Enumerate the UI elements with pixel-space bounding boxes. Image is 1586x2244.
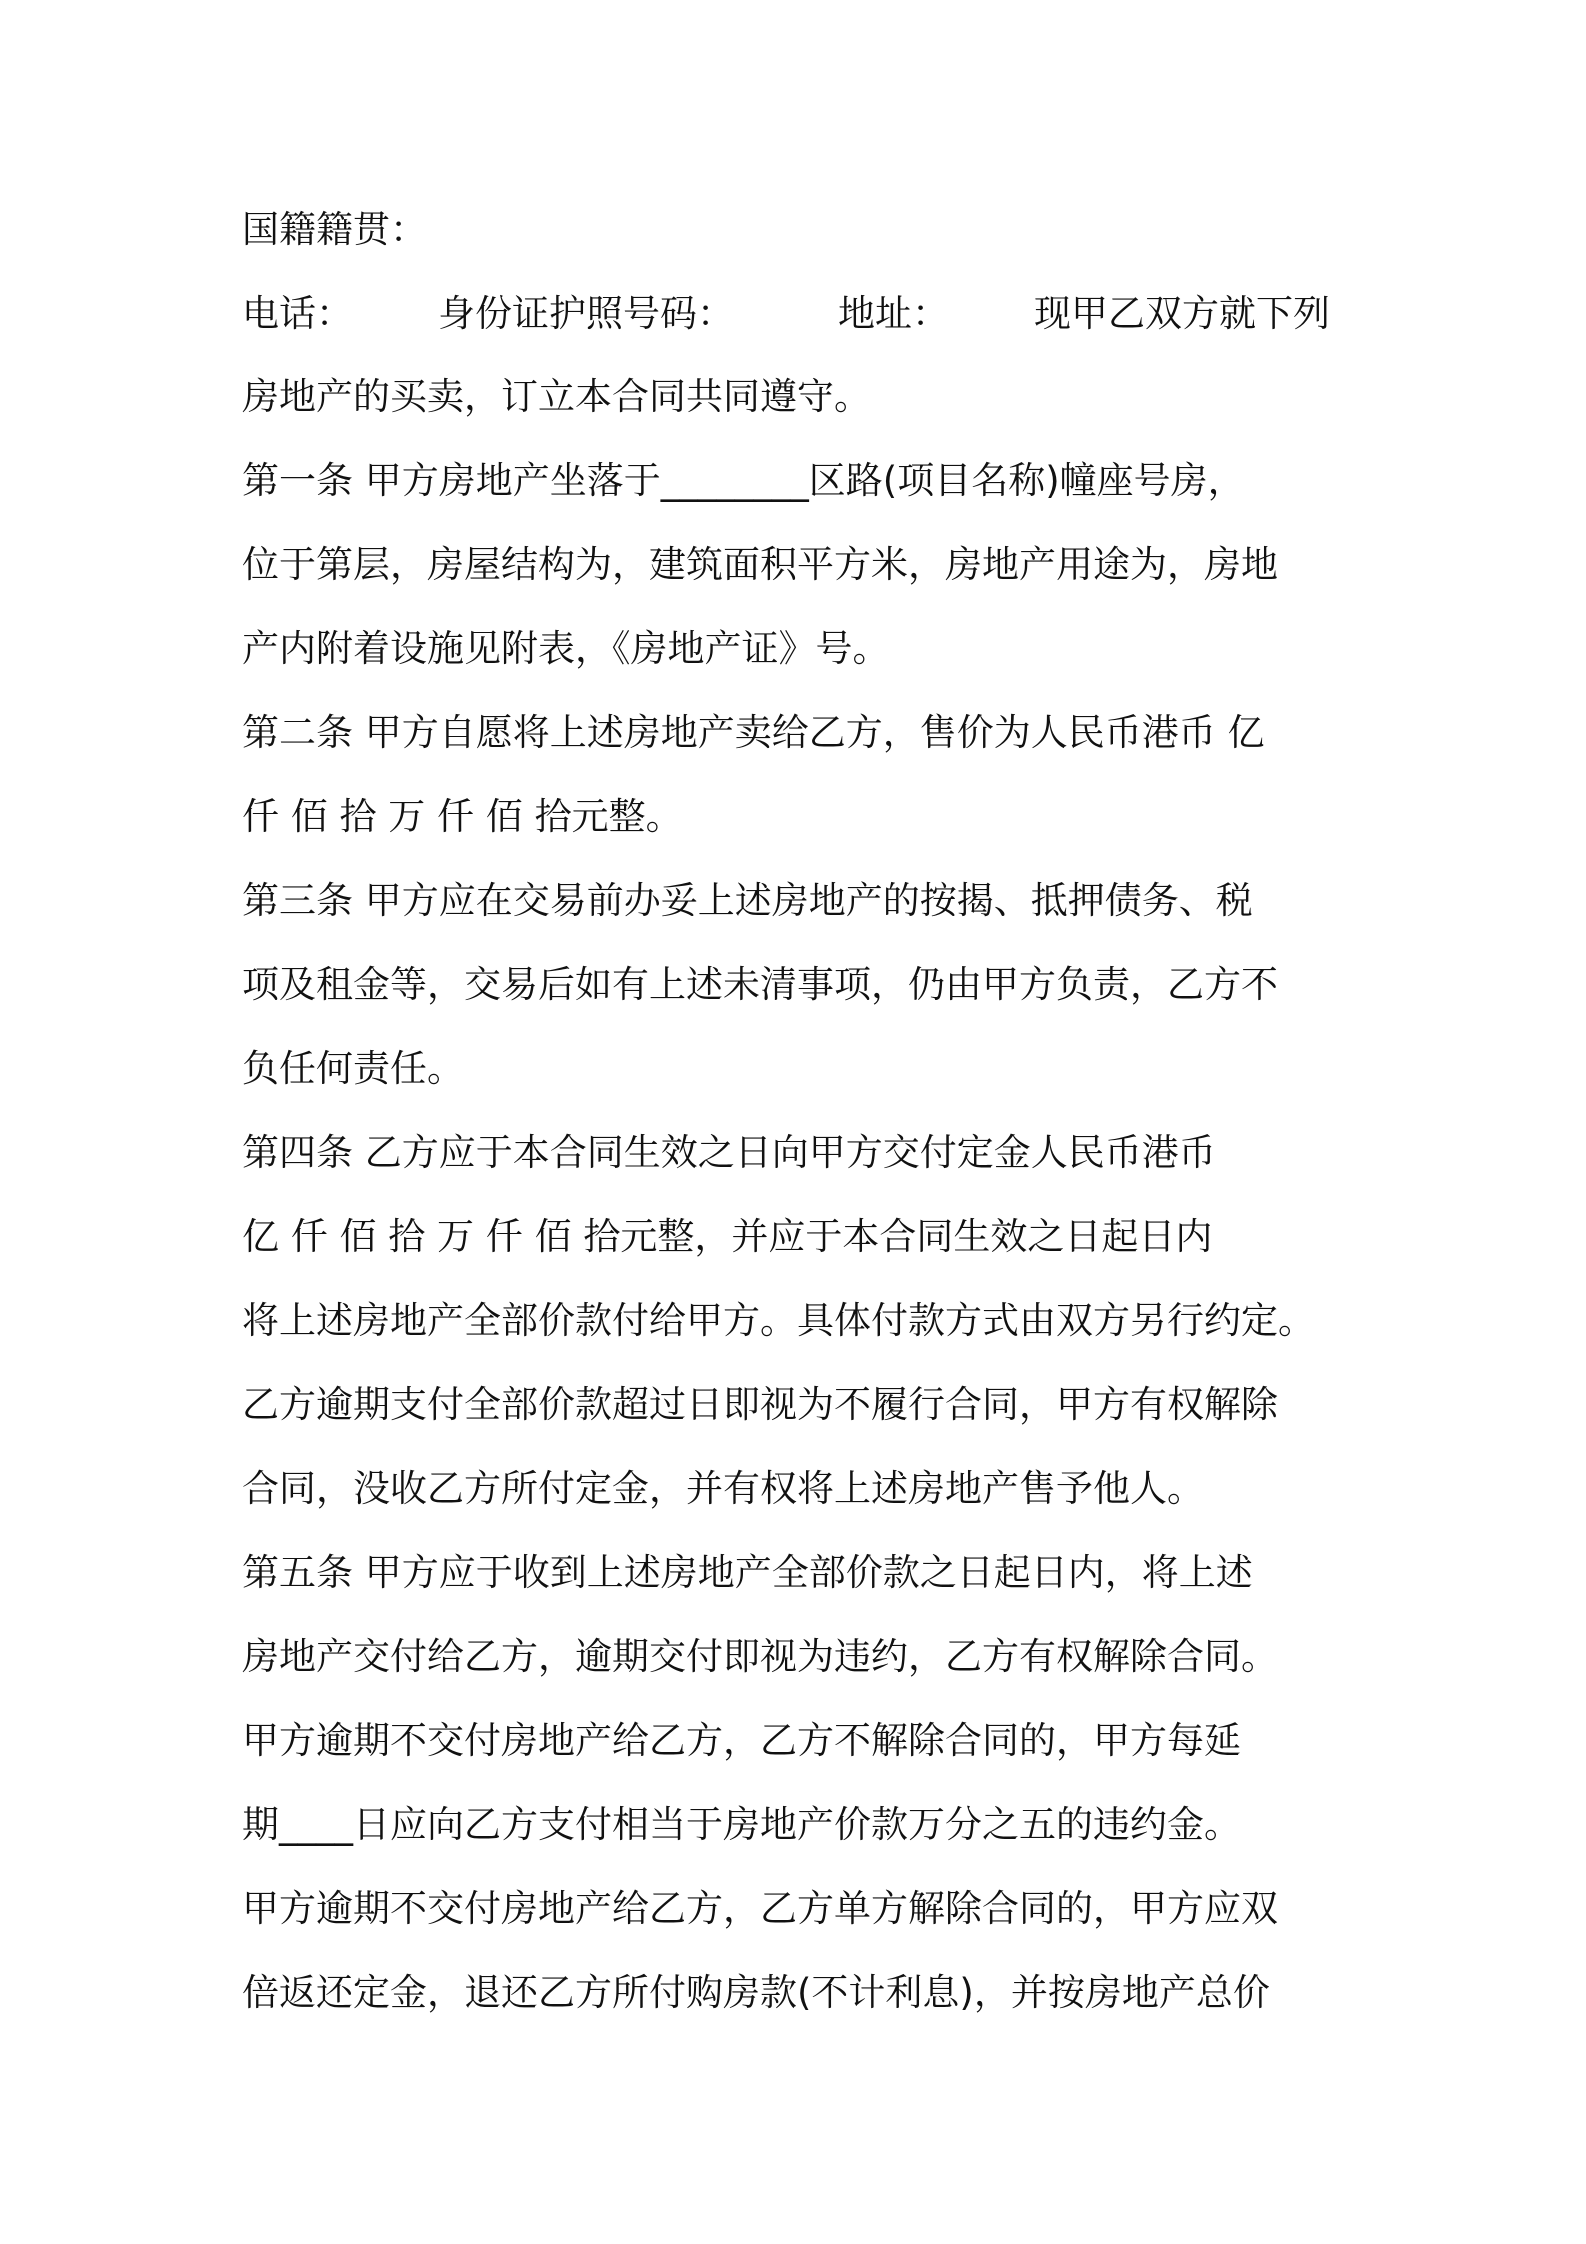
text-line-nationality: 国籍籍贯： bbox=[242, 208, 427, 251]
text-line: 合同，没收乙方所付定金，并有权将上述房地产售予他人。 bbox=[242, 1467, 1204, 1510]
text-line: 负任何责任。 bbox=[242, 1047, 464, 1090]
text-line: 房地产交付给乙方，逾期交付即视为违约，乙方有权解除合同。 bbox=[242, 1635, 1278, 1678]
text-line: 项及租金等，交易后如有上述未清事项，仍由甲方负责，乙方不 bbox=[242, 963, 1278, 1006]
phone-label: 电话： bbox=[242, 292, 353, 335]
text-line-article-1: 第一条 甲方房地产坐落于________区路(项目名称)幢座号房， bbox=[242, 459, 1245, 502]
text-line: 乙方逾期支付全部价款超过日即视为不履行合同，甲方有权解除 bbox=[242, 1383, 1278, 1426]
text-line: 仟 佰 拾 万 仟 佰 拾元整。 bbox=[242, 795, 683, 838]
text-line: 甲方逾期不交付房地产给乙方，乙方单方解除合同的，甲方应双 bbox=[242, 1887, 1278, 1930]
text-line: 产内附着设施见附表，《房地产证》号。 bbox=[242, 627, 890, 670]
text-line-article-4: 第四条 乙方应于本合同生效之日向甲方交付定金人民币港币 bbox=[242, 1131, 1216, 1174]
text-line: 倍返还定金，退还乙方所付购房款(不计利息)，并按房地产总价 bbox=[242, 1971, 1270, 2014]
text-line-article-3: 第三条 甲方应在交易前办妥上述房地产的按揭、抵押债务、税 bbox=[242, 879, 1253, 922]
text-line: 位于第层，房屋结构为，建筑面积平方米，房地产用途为，房地 bbox=[242, 543, 1278, 586]
text-segment-intro: 现甲乙双方就下列 bbox=[1034, 292, 1330, 335]
text-line: 房地产的买卖，订立本合同共同遵守。 bbox=[242, 375, 871, 418]
text-line-article-5: 第五条 甲方应于收到上述房地产全部价款之日起日内，将上述 bbox=[242, 1551, 1253, 1594]
text-line-article-2: 第二条 甲方自愿将上述房地产卖给乙方，售价为人民币港币 亿 bbox=[242, 711, 1265, 754]
address-label: 地址： bbox=[838, 292, 949, 335]
text-line: 将上述房地产全部价款付给甲方。具体付款方式由双方另行约定。 bbox=[242, 1299, 1315, 1342]
id-number-label: 身份证护照号码： bbox=[438, 292, 734, 335]
text-line: 亿 仟 佰 拾 万 仟 佰 拾元整，并应于本合同生效之日起日内 bbox=[242, 1215, 1213, 1258]
text-line: 甲方逾期不交付房地产给乙方，乙方不解除合同的，甲方每延 bbox=[242, 1719, 1241, 1762]
text-line: 期____日应向乙方支付相当于房地产价款万分之五的违约金。 bbox=[242, 1803, 1241, 1846]
